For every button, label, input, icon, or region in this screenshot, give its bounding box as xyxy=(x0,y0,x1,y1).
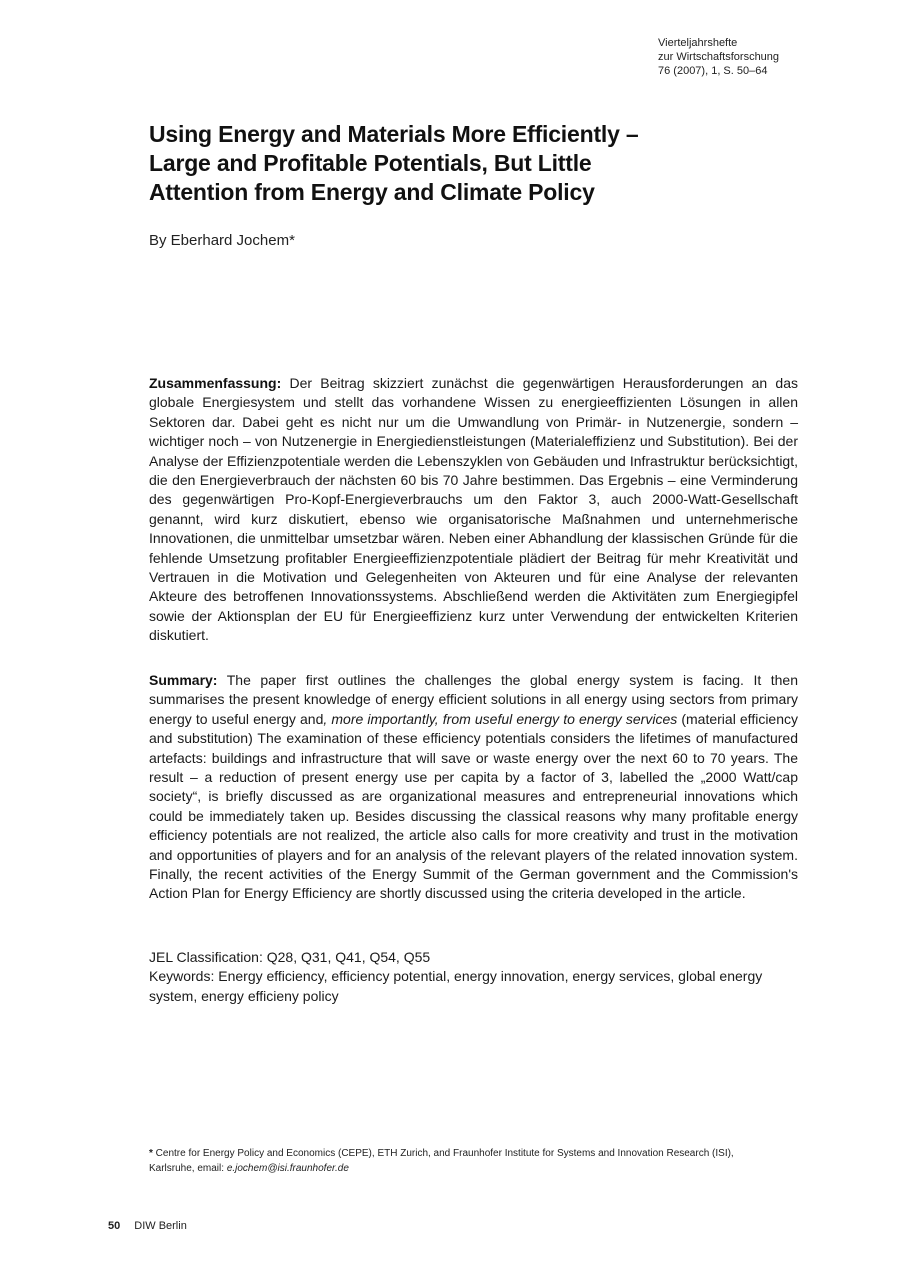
abstract-english-label: Summary: xyxy=(149,672,218,688)
title-line: Attention from Energy and Climate Policy xyxy=(149,179,595,205)
journal-reference xyxy=(658,36,779,78)
journal-issue: 76 (2007), 1, S. 50–64 xyxy=(658,65,768,77)
footnote-mark: * xyxy=(149,1148,153,1159)
author-footnote xyxy=(149,1146,749,1176)
author-byline: By Eberhard Jochem* xyxy=(149,232,295,249)
publisher-name: DIW Berlin xyxy=(134,1220,187,1232)
author-email: e.jochem@isi.fraunhofer.de xyxy=(226,1163,349,1174)
abstract-english-text-b: (material efficiency and substitution) The examination of these efficiency potentials considers the lifetimes of manufactured artefacts: buildings and infrastructure that will save or waste energy over the next 60 to 70 years. The result – a reduction of present energy use per capita by a factor of 3, labelled the „2000 Watt/cap society“, is briefly discussed as are organizational measures and entrepreneurial innovations which could be immediately taken up. Besides discussing the classical reasons why many profitable energy efficiency potentials are not realized, the article also calls for more creativity and trust in the motivation and opportunities of players and for an analysis of the relevant players of the related innovation system. Finally, the recent activities of the Energy Summit of the German government and the Commission's Action Plan for Energy Efficiency are shortly discussed using the criteria developed in the article. xyxy=(149,710,798,902)
abstract-english-emphasis: , more importantly, from useful energy to energy services xyxy=(323,710,678,727)
abstract-german-label: Zusammenfassung: xyxy=(149,375,282,391)
abstract-english xyxy=(149,671,798,904)
abstract-german-text: Der Beitrag skizziert zunächst die gegenwärtigen Herausforderungen an das globale Energiesystem und stellt das vorhandene Wissen zu energieeffizienten Lösungen in allen Sektoren dar. Dabei geht es nicht nur um die Umwandlung von Primär- in Nutzenergie, sondern – wichtiger noch – von Nutzenergie in Energiedienstleistungen (Materialeffizienz und Substitution). Bei der Analyse der Effizienzpotentiale werden die Lebenszyklen von Gebäuden und Infrastruktur berücksichtigt, die den Energieverbrauch der nächsten 60 bis 70 Jahre bestimmen. Das Ergebnis – eine Verminderung des gegenwärtigen Pro-Kopf-Energieverbrauchs um den Faktor 3, auch 2000-Watt-Gesellschaft genannt, wird kurz diskutiert, ebenso wie organisatorische Maßnahmen und unternehmerische Innovationen, die unmittelbar umsetzbar wären. Neben einer Abhandlung der klassischen Gründe für die fehlende Umsetzung profitabler Energieeffizienzpotentiale plädiert der Beitrag für mehr Kreativität und Vertrauen in die Motivation und Gelegenheiten von Akteuren und für eine Analyse der relevanten Akteure des betroffenen Innovationssystems. Abschließend werden die Aktivitäten zum Energiegipfel sowie der Aktionsplan der EU für Energieeffizienz kurz unter Verwendung der entwickelten Kriterien diskutiert. xyxy=(149,375,799,644)
classification-block xyxy=(149,948,798,1006)
page-footer xyxy=(108,1219,187,1233)
title-line: Using Energy and Materials More Efficiently – xyxy=(149,121,639,147)
abstract-english-text-a: The paper first outlines the challenges the global energy system is facing. It then summarises the present knowledge of energy efficient solutions in all energy using sectors from primary energy to useful energy and xyxy=(149,672,799,727)
journal-name-line1: Vierteljahrshefte xyxy=(658,37,738,49)
article-title xyxy=(149,120,749,207)
title-line: Large and Profitable Potentials, But Little xyxy=(149,150,592,176)
page-number: 50 xyxy=(108,1220,121,1232)
journal-name-line2: zur Wirtschaftsforschung xyxy=(658,51,780,63)
keywords: Keywords: Energy efficiency, efficiency potential, energy innovation, energy services, global energy system, energy efficieny policy xyxy=(149,968,763,1004)
footnote-text: Centre for Energy Policy and Economics (CEPE), ETH Zurich, and Fraunhofer Institute for Systems and Innovation Research (ISI), Karlsruhe, email: xyxy=(149,1148,734,1174)
abstract-german xyxy=(149,374,798,646)
jel-classification: JEL Classification: Q28, Q31, Q41, Q54, Q55 xyxy=(149,949,431,965)
